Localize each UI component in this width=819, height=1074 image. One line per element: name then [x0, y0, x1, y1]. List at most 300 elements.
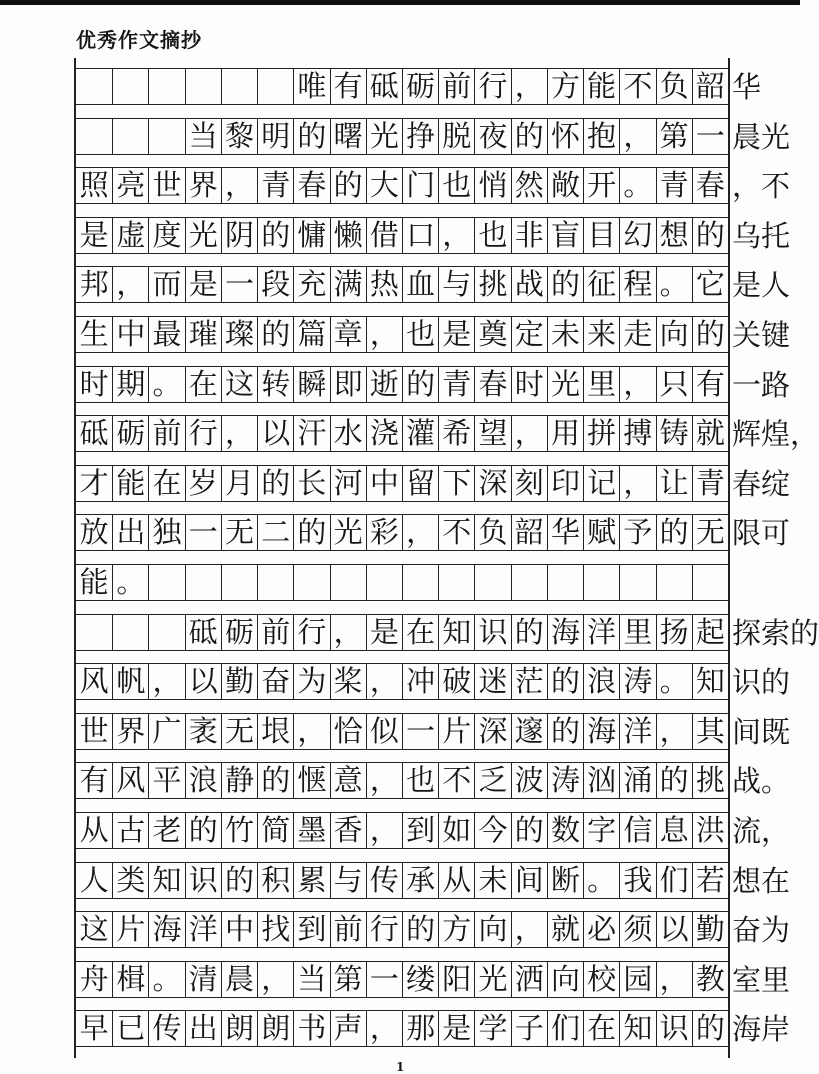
grid-cell: 阳: [438, 962, 474, 997]
grid-cell: 晨: [221, 962, 257, 997]
row-tail-text: 春绽: [731, 466, 790, 501]
grid-row: [76, 167, 790, 204]
grid-cell: 是: [79, 217, 109, 252]
grid-cell: 第: [656, 119, 692, 154]
grid-cell: 广: [148, 714, 184, 749]
grid-cell: 片: [112, 912, 148, 947]
grid-cell: 舟: [79, 961, 109, 996]
grid-row: [76, 762, 790, 799]
row-tail-text: 晨光: [731, 119, 790, 154]
grid-cell: 充: [293, 267, 329, 302]
grid-cell: 从: [438, 863, 474, 898]
grid-cell: 予: [619, 515, 655, 550]
grid-cell: 才: [79, 465, 109, 500]
grid-cell: 茫: [511, 664, 547, 699]
grid-cell: 袤: [185, 714, 221, 749]
grid-cell: 断: [547, 863, 583, 898]
grid-cell: ，: [366, 664, 402, 699]
grid-cell: ，: [257, 962, 293, 997]
grid-cell: 敞: [547, 168, 583, 203]
grid-cell: 期: [112, 367, 148, 402]
grid-cell: 一: [692, 119, 728, 154]
grid-cell: 们: [547, 1011, 583, 1046]
grid-cell: 是: [185, 267, 221, 302]
grid-cell: [656, 565, 692, 600]
grid-cell: 学: [474, 1011, 510, 1046]
grid-cell: 的: [330, 168, 366, 203]
grid-cell: 的: [692, 317, 728, 352]
grid-row: [76, 366, 790, 403]
grid-cell: 风: [112, 763, 148, 798]
grid-cell: 有: [79, 763, 109, 798]
grid-cell: 一: [402, 714, 438, 749]
grid-cell: 。: [619, 168, 655, 203]
grid-cell: 子: [511, 1011, 547, 1046]
grid-cell: 慵: [293, 218, 329, 253]
grid-cell: 光: [366, 119, 402, 154]
grid-cell: 承: [402, 863, 438, 898]
grid-cell: ，: [619, 466, 655, 501]
grid-cell: 挑: [692, 763, 728, 798]
grid-cell: 信: [619, 813, 655, 848]
grid-cell: 方: [438, 912, 474, 947]
grid-cell: 阴: [221, 218, 257, 253]
grid-cell: 向: [474, 912, 510, 947]
grid-cell: 必: [583, 912, 619, 947]
grid-cell: 传: [148, 1011, 184, 1046]
grid-cell: 借: [366, 218, 402, 253]
grid-cell: 的: [692, 218, 728, 253]
grid-cell: 无: [692, 515, 728, 550]
grid-cell: 未: [547, 317, 583, 352]
grid-cell: 恰: [330, 714, 366, 749]
grid-cell: ，: [656, 962, 692, 997]
grid-cell: 在: [402, 615, 438, 650]
grid-cell: 息: [656, 813, 692, 848]
grid-cell: 砺: [112, 416, 148, 451]
grid-cell: ，: [366, 317, 402, 352]
grid-cell: 以: [656, 912, 692, 947]
grid-cell: 篇: [293, 317, 329, 352]
grid-cell: 奋: [257, 664, 293, 699]
row-tail-text: 限可: [731, 516, 790, 551]
row-tail-text: 想在: [731, 863, 790, 898]
grid-cell: ，: [221, 416, 257, 451]
grid-cell: 青: [656, 168, 692, 203]
grid-cell: 血: [402, 267, 438, 302]
grid-cell: 。: [583, 863, 619, 898]
grid-row: [76, 118, 790, 155]
grid-cell: 时: [79, 366, 109, 401]
grid-cell: [221, 565, 257, 600]
grid-cell: [402, 565, 438, 600]
grid-cell: ，: [293, 714, 329, 749]
grid-cell: 积: [257, 863, 293, 898]
grid-cell: [148, 615, 184, 650]
grid-cell: 与: [330, 863, 366, 898]
grid-cell: 也: [438, 168, 474, 203]
grid-cell: 岁: [185, 466, 221, 501]
grid-cell: 程: [619, 267, 655, 302]
grid-cell: 前: [330, 912, 366, 947]
grid-cell: 亮: [112, 168, 148, 203]
grid-cell: [474, 565, 510, 600]
grid-cell: 瞬: [293, 367, 329, 402]
grid-cell: 夜: [474, 119, 510, 154]
grid-cell: 段: [257, 267, 293, 302]
row-tail-text: 奋为: [731, 913, 790, 948]
grid-cell: 怀: [547, 119, 583, 154]
grid-cell: 洋: [583, 615, 619, 650]
grid-cell: 出: [185, 1011, 221, 1046]
grid-cell: 知: [619, 1011, 655, 1046]
grid-cell: 热: [366, 267, 402, 302]
grid-cell: 识: [474, 615, 510, 650]
grid-cell: 。: [112, 565, 148, 600]
grid-cell: 香: [330, 813, 366, 848]
grid-cell: 砺: [402, 69, 438, 104]
grid-cell: 缕: [402, 962, 438, 997]
grid-cell: ，: [366, 1011, 402, 1046]
grid-cell: 目: [583, 218, 619, 253]
grid-cell: 知: [148, 863, 184, 898]
grid-cell: 懒: [330, 218, 366, 253]
grid-cell: 放: [79, 515, 109, 550]
grid-cell: 行: [366, 912, 402, 947]
grid-cell: 帆: [112, 664, 148, 699]
grid-cell: 间: [511, 863, 547, 898]
grid-cell: [366, 565, 402, 600]
grid-cell: 在: [185, 367, 221, 402]
grid-cell: 虚: [112, 218, 148, 253]
grid-cell: 希: [438, 416, 474, 451]
row-tail-text: 海岸: [731, 1012, 790, 1047]
grid-cell: 悄: [474, 168, 510, 203]
grid-cell: 朗: [221, 1011, 257, 1046]
grid-cell: 不: [438, 515, 474, 550]
grid-cell: 以: [257, 416, 293, 451]
grid-cell: 与: [438, 267, 474, 302]
grid-cell: 字: [583, 813, 619, 848]
grid-cell: 的: [402, 367, 438, 402]
grid-cell: 们: [656, 863, 692, 898]
grid-cell: 累: [293, 863, 329, 898]
grid-cell: 让: [656, 466, 692, 501]
grid-cell: 二: [257, 515, 293, 550]
grid-cell: 声: [330, 1011, 366, 1046]
grid-row: [76, 316, 790, 353]
grid-cell: 迷: [474, 664, 510, 699]
grid-cell: [547, 565, 583, 600]
page-header: 优秀作文摘抄: [76, 28, 202, 52]
grid-cell: [511, 565, 547, 600]
grid-cell: 是: [366, 615, 402, 650]
grid-cell: 定: [511, 317, 547, 352]
grid-cell: 青: [692, 466, 728, 501]
grid-cell: 光: [330, 515, 366, 550]
grid-cell: 铸: [656, 416, 692, 451]
grid-cell: 曙: [330, 119, 366, 154]
grid-cell: 章: [330, 317, 366, 352]
grid-cell: 。: [656, 664, 692, 699]
grid-cell: 的: [511, 813, 547, 848]
grid-cell: 当: [185, 119, 221, 154]
grid-cell: [148, 565, 184, 600]
grid-cell: 能: [79, 565, 109, 599]
grid-cell: 前: [257, 615, 293, 650]
grid-cell: 如: [438, 813, 474, 848]
grid-cell: 拼: [583, 416, 619, 451]
grid-cell: 印: [547, 466, 583, 501]
grid-row: [76, 266, 790, 303]
grid-cell: 光: [185, 218, 221, 253]
grid-cell: 书: [293, 1011, 329, 1046]
grid-cell: 乏: [474, 763, 510, 798]
grid-cell: 邦: [79, 267, 109, 302]
grid-cell: 桨: [330, 664, 366, 699]
grid-paper: [74, 58, 819, 1058]
grid-cell: 河: [330, 466, 366, 501]
grid-cell: 记: [583, 466, 619, 501]
grid-cell: 非: [511, 218, 547, 253]
grid-cell: 墨: [293, 813, 329, 848]
grid-cell: 中: [366, 466, 402, 501]
grid-row: [76, 465, 790, 502]
grid-cell: 也: [402, 763, 438, 798]
grid-cell: 海: [583, 714, 619, 749]
grid-cell: 用: [547, 416, 583, 451]
grid-cell: ，: [366, 813, 402, 848]
grid-cell: 转: [257, 367, 293, 402]
grid-cell: 前: [148, 416, 184, 451]
grid-cell: 抱: [583, 119, 619, 154]
grid-cell: 水: [330, 416, 366, 451]
grid-cell: 识: [185, 863, 221, 898]
grid-cell: 似: [366, 714, 402, 749]
grid-cell: 的: [547, 267, 583, 302]
grid-cell: 春: [293, 168, 329, 203]
grid-row: [76, 1010, 790, 1047]
grid-cell: 海: [547, 615, 583, 650]
grid-cell: 韶: [511, 515, 547, 550]
grid-cell: 来: [583, 317, 619, 352]
grid-cell: 早: [79, 1011, 109, 1046]
grid-cell: 是: [438, 1011, 474, 1046]
grid-cell: ，: [511, 69, 547, 104]
grid-cell: 行: [293, 615, 329, 650]
grid-cell: 有: [692, 367, 728, 402]
grid-cell: 我: [619, 863, 655, 898]
grid-row: [76, 514, 790, 551]
grid-cell: 想: [656, 218, 692, 253]
grid-cell: 的: [547, 714, 583, 749]
grid-cell: 起: [692, 615, 728, 650]
grid-cell: 璨: [221, 317, 257, 352]
grid-cell: 涛: [619, 664, 655, 699]
grid-cell: 向: [656, 317, 692, 352]
grid-cell: 平: [148, 763, 184, 798]
grid-cell: 知: [692, 664, 728, 699]
grid-cell: 唯: [293, 69, 329, 104]
grid-cell: [148, 119, 184, 154]
grid-cell: 惬: [293, 763, 329, 798]
grid-cell: 生: [79, 317, 109, 351]
grid-cell: ，: [511, 416, 547, 451]
grid-cell: [619, 565, 655, 600]
grid-cell: 浪: [583, 664, 619, 699]
grid-cell: 逝: [366, 367, 402, 402]
grid-cell: 的: [185, 813, 221, 848]
grid-cell: 涛: [547, 763, 583, 798]
grid-cell: 然: [511, 168, 547, 203]
grid-cell: 的: [402, 912, 438, 947]
grid-cell: [293, 565, 329, 600]
grid-cell: 砥: [366, 69, 402, 104]
grid-cell: [76, 615, 112, 650]
grid-cell: 片: [438, 714, 474, 749]
grid-cell: 为: [293, 664, 329, 699]
grid-cell: 的: [257, 218, 293, 253]
grid-row: [76, 713, 790, 750]
grid-cell: 这: [221, 367, 257, 402]
grid-cell: 不: [438, 763, 474, 798]
grid-cell: 未: [474, 863, 510, 898]
grid-cell: 春: [692, 168, 728, 203]
grid-cell: 征: [583, 267, 619, 302]
grid-cell: 华: [547, 515, 583, 550]
grid-cell: 度: [148, 218, 184, 253]
grid-cell: [112, 615, 148, 650]
grid-row: [76, 663, 790, 700]
grid-cell: [330, 565, 366, 600]
grid-cell: 向: [547, 962, 583, 997]
grid-row: [76, 564, 728, 601]
grid-cell: 砺: [221, 615, 257, 650]
grid-cell: 的: [257, 317, 293, 352]
grid-cell: 一: [366, 962, 402, 997]
row-tail-text: 一路: [731, 367, 790, 402]
grid-cell: 即: [330, 367, 366, 402]
grid-cell: 的: [692, 1011, 728, 1046]
page-number: 1: [396, 1060, 405, 1074]
grid-cell: 第: [330, 962, 366, 997]
grid-cell: 洋: [619, 714, 655, 749]
grid-cell: [438, 565, 474, 600]
grid-cell: 到: [402, 813, 438, 848]
grid-cell: 挑: [474, 267, 510, 302]
grid-cell: 的: [257, 763, 293, 798]
grid-cell: ，: [330, 615, 366, 650]
grid-cell: ，: [438, 218, 474, 253]
grid-cell: 砥: [185, 615, 221, 650]
row-tail-text: 华: [731, 70, 761, 104]
grid-cell: 以: [185, 664, 221, 699]
grid-cell: 盲: [547, 218, 583, 253]
row-tail-text: 探索的: [731, 615, 819, 650]
grid-cell: 简: [257, 813, 293, 848]
grid-cell: 类: [112, 863, 148, 898]
row-tail-text: 室里: [731, 962, 790, 997]
row-tail-text: 辉煌，: [731, 417, 819, 452]
grid-cell: 时: [511, 367, 547, 402]
row-tail-text: ，不: [731, 169, 790, 204]
grid-cell: ，: [366, 763, 402, 798]
grid-cell: 满: [330, 267, 366, 302]
grid-cell: 园: [619, 962, 655, 997]
grid-cell: 出: [112, 515, 148, 550]
grid-row: [76, 614, 819, 651]
grid-row: [76, 217, 790, 254]
grid-cell: [112, 69, 148, 104]
grid-cell: 只: [656, 367, 692, 402]
grid-cell: 勤: [221, 664, 257, 699]
grid-cell: [257, 565, 293, 600]
grid-cell: [583, 565, 619, 600]
grid-cell: 刻: [511, 466, 547, 501]
grid-cell: 须: [619, 912, 655, 947]
grid-cell: ，: [619, 367, 655, 402]
grid-row: [76, 911, 790, 948]
grid-cell: 彩: [366, 515, 402, 550]
row-tail-text: 乌托: [731, 218, 790, 253]
grid-cell: 楫: [112, 962, 148, 997]
grid-cell: 的: [547, 664, 583, 699]
grid-cell: 风: [79, 664, 109, 699]
grid-cell: 洋: [185, 912, 221, 947]
grid-cell: 世: [148, 168, 184, 203]
grid-cell: 深: [474, 714, 510, 749]
grid-cell: 行: [185, 416, 221, 451]
grid-cell: 灌: [402, 416, 438, 451]
grid-cell: 幻: [619, 218, 655, 253]
grid-cell: 黎: [221, 119, 257, 154]
grid-cell: 在: [583, 1011, 619, 1046]
grid-cell: [148, 69, 184, 104]
grid-cell: [257, 69, 293, 104]
grid-cell: 那: [402, 1011, 438, 1046]
grid-cell: 战: [511, 267, 547, 302]
grid-cell: 若: [692, 863, 728, 898]
grid-cell: 清: [185, 962, 221, 997]
grid-cell: 照: [79, 168, 109, 203]
grid-cell: 这: [79, 912, 109, 947]
grid-cell: [185, 565, 221, 600]
row-tail-text: 流，: [731, 814, 790, 848]
grid-cell: 留: [402, 466, 438, 501]
grid-cell: 负: [656, 69, 692, 104]
grid-cell: 的: [511, 119, 547, 154]
top-edge: [0, 0, 800, 5]
grid-cell: 冲: [402, 664, 438, 699]
grid-cell: 涌: [619, 763, 655, 798]
grid-cell: 而: [148, 267, 184, 302]
grid-cell: 到: [293, 912, 329, 947]
row-tail-text: 战。: [731, 764, 790, 799]
grid-cell: [76, 119, 112, 154]
grid-cell: 的: [656, 515, 692, 550]
grid-cell: ，: [511, 912, 547, 947]
grid-cell: ，: [221, 168, 257, 203]
grid-cell: 也: [402, 317, 438, 352]
grid-cell: 。: [148, 962, 184, 997]
row-tail-text: 是人: [731, 268, 790, 303]
grid-cell: 砥: [79, 416, 109, 451]
grid-cell: 璀: [185, 317, 221, 352]
grid-cell: 无: [221, 515, 257, 550]
grid-cell: 口: [402, 218, 438, 253]
grid-cell: 长: [293, 466, 329, 501]
grid-cell: 奠: [474, 317, 510, 352]
